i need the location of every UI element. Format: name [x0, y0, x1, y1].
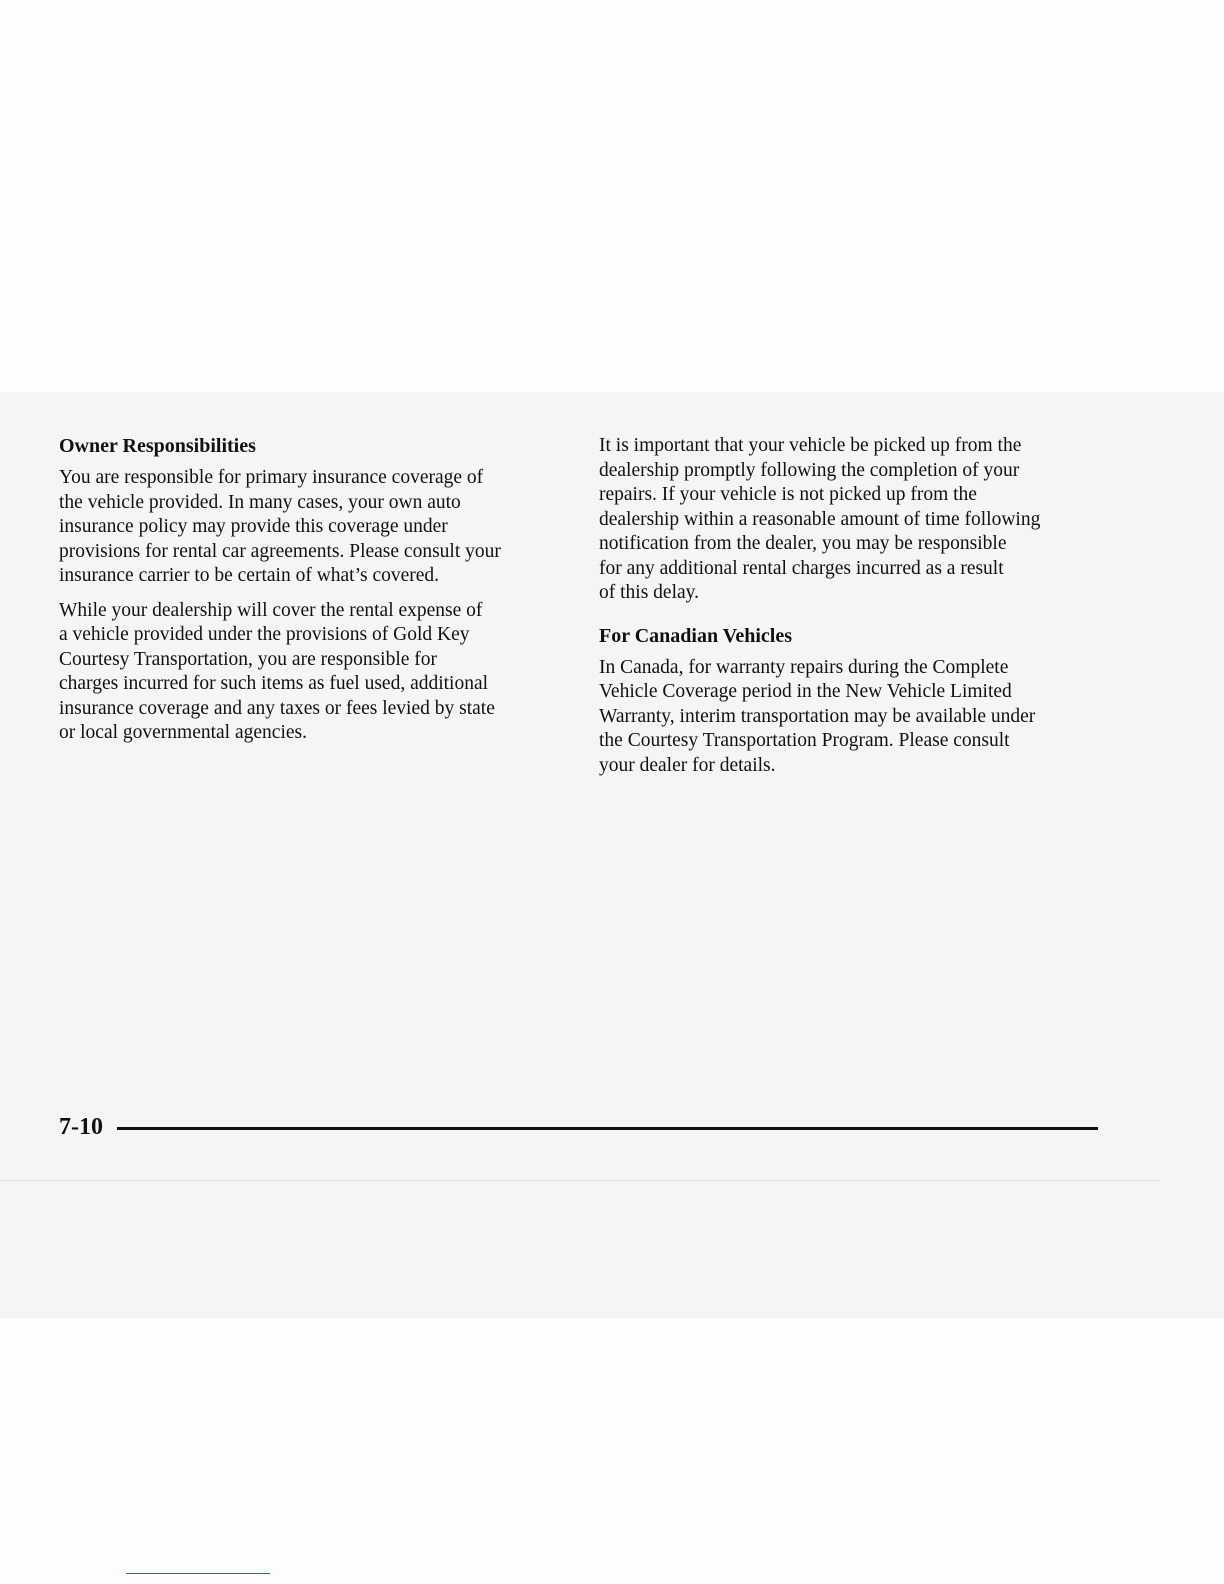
canadian-vehicles-heading: For Canadian Vehicles	[599, 624, 792, 647]
left-column	[59, 434, 564, 756]
divider-line	[0, 1180, 1160, 1181]
insurance-coverage-paragraph: You are responsible for primary insurance coverage of the vehicle provided. In many cases, your own auto insurance policy may provide this coverage under provisions for rental car agreements. Please consult your insurance carrier to be certain of what’s covered.	[59, 467, 501, 586]
owner-responsibilities-heading: Owner Responsibilities	[59, 435, 256, 457]
bottom-link-underline[interactable]	[126, 1573, 270, 1574]
rental-expense-paragraph: While your dealership will cover the rental expense of a vehicle provided under the provisions of Gold Key Courtesy Transportation, you are responsible for charges incurred for such items as fuel used, additional insurance coverage and any taxes or fees levied by state or local governmental agencies.	[59, 599, 495, 743]
canada-warranty-paragraph: In Canada, for warranty repairs during the Complete Vehicle Coverage period in the New Vehicle Limited Warranty, interim transportation may be available under the Courtesy Transportation Program. Please consult your dealer for details.	[599, 656, 1036, 776]
footer-rule	[117, 1127, 1098, 1130]
page-number: 7-10	[59, 1114, 103, 1140]
pickup-paragraph: It is important that your vehicle be picked up from the dealership promptly following the completion of your repairs. If your vehicle is not picked up from the dealership within a reasonable amount of time following notification from the dealer, you may be responsible for any additional rental charges incurred as a result of this delay.	[599, 435, 1041, 603]
right-column	[599, 434, 1104, 788]
